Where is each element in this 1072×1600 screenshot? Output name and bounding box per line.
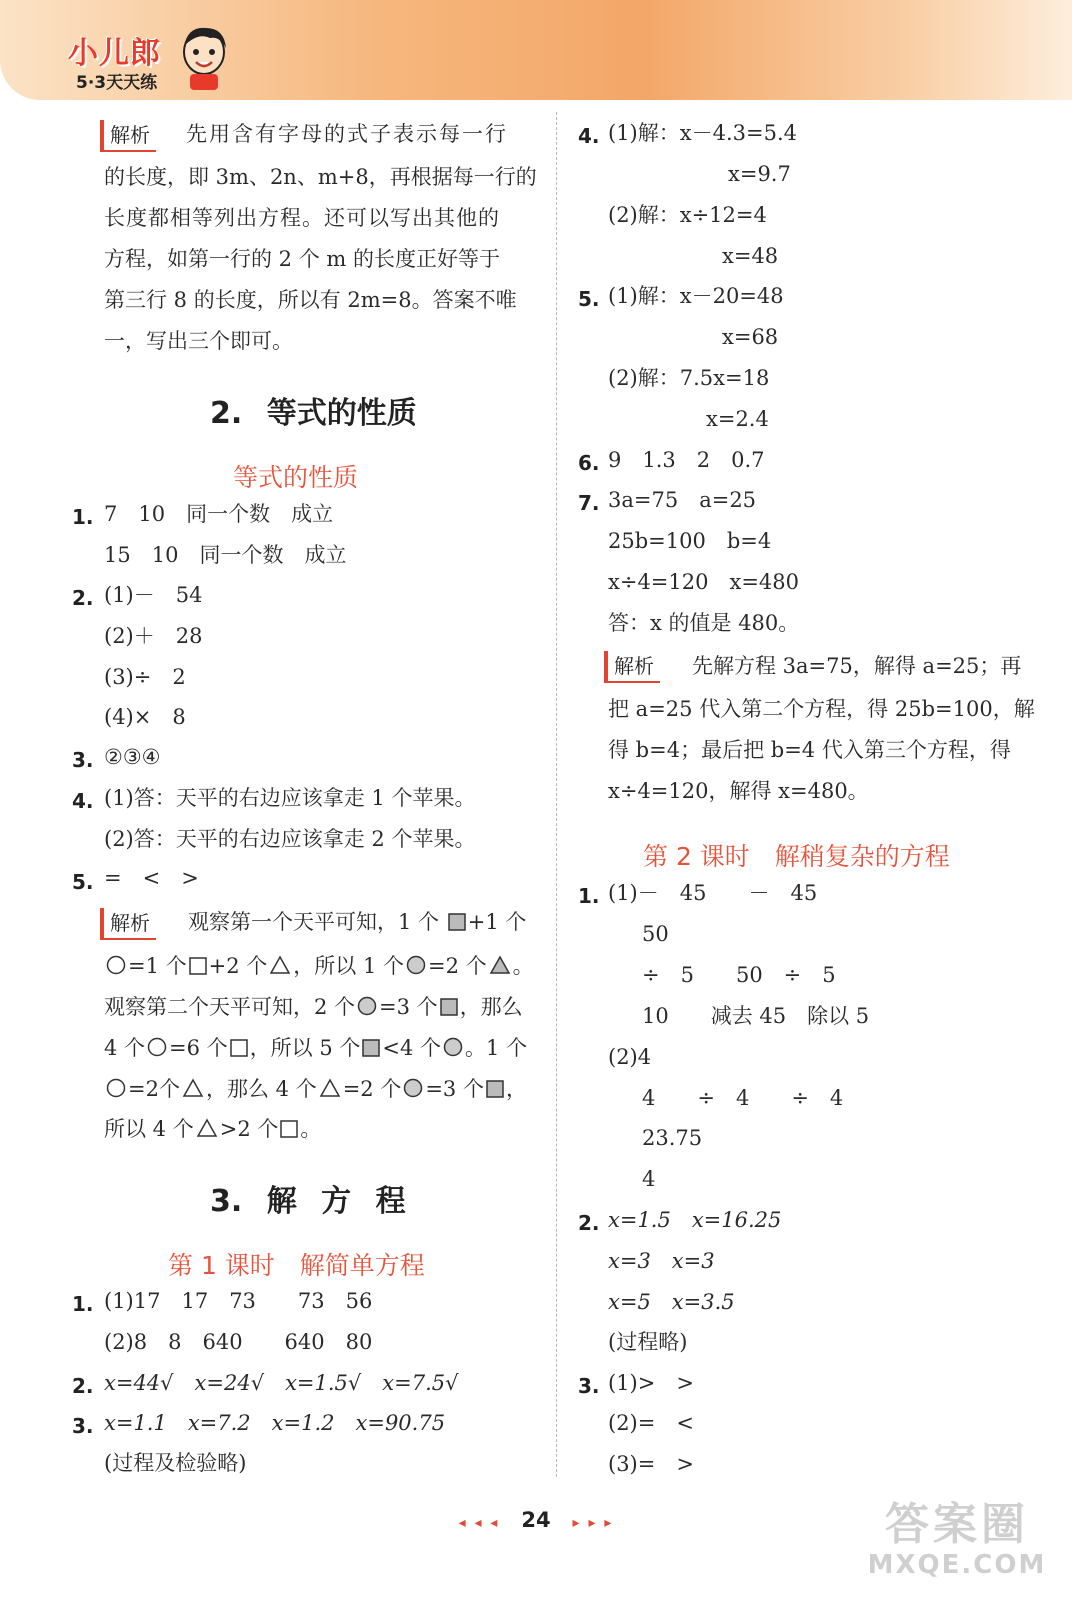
left-arrows-icon: ◂ ◂ ◂ [458,1515,500,1531]
analysis-tag: 解析 [100,120,156,152]
answer-line: (2)解：7.5x=18 [608,366,770,390]
question-number: 7. [578,491,600,515]
answer-line: (2)8 8 640 640 80 [104,1330,373,1354]
publisher-logo [58,22,228,98]
circle-icon [147,1037,167,1057]
section-title: 2. 等式的性质 [210,396,417,431]
answer-line: 23.75 [642,1126,703,1150]
triangle-icon [269,955,291,975]
page-number: 24 [521,1508,551,1532]
answer-line: x=3 x=3 [608,1249,715,1273]
answer-line: (1)解：x－4.3=5.4 [608,121,797,145]
question-number: 6. [578,451,600,475]
analysis-text-line: 第三行 8 的长度，所以有 2m=8。答案不唯 [104,288,517,312]
analysis-text-line: 长度都相等列出方程。还可以写出其他的 [104,206,500,230]
answer-line: (3)÷ 2 [104,665,186,689]
answer-line: (1)> > [608,1371,694,1395]
square-icon [189,957,207,975]
answer-line: (3)= > [608,1452,694,1476]
answer-line: 4 ÷ 4 ÷ 4 [642,1086,844,1110]
shaded-circle-icon [403,1078,423,1098]
question-number: 3. [72,748,94,772]
question-number: 5. [72,870,94,894]
answer-line: (2)解：x÷12=4 [608,203,767,227]
question-number: 1. [72,1292,94,1316]
analysis-text-line: 一，写出三个即可。 [104,329,293,353]
watermark-text: 答案圈 [885,1499,1029,1550]
answer-line: (1)解：x－20=48 [608,284,784,308]
shaded-square-icon [362,1039,380,1057]
triangle-icon [182,1078,204,1098]
answer-line: 9 1.3 2 0.7 [608,448,765,472]
answer-line: (2)= < [608,1411,694,1435]
analysis-shape-line: 观察第一个天平可知，1 个 +1 个 [188,910,527,934]
answer-line: 15 10 同一个数 成立 [104,543,347,567]
answer-line: 25b=100 b=4 [608,529,772,553]
answer-line: 3a=75 a=25 [608,488,757,512]
analysis-text-line: 先解方程 3a=75，解得 a=25；再 [692,654,1022,678]
shaded-square-icon [448,913,466,931]
answer-line: x=5 x=3.5 [608,1290,735,1314]
question-number: 5. [578,287,600,311]
watermark-url: MXQE.COM [867,1550,1047,1580]
answer-line: x=1.1 x=7.2 x=1.2 x=90.75 [104,1411,446,1435]
question-number: 1. [578,884,600,908]
analysis-shape-line: =1 个 +2 个 ，所以 1 个 =2 个 。 [104,955,534,977]
triangle-icon [319,1078,341,1098]
square-icon [280,1120,298,1138]
answer-line: ÷ 5 50 ÷ 5 [642,963,836,987]
answer-line: 7 10 同一个数 成立 [104,502,334,526]
question-number: 3. [72,1414,94,1438]
right-arrows-icon: ▸ ▸ ▸ [572,1515,614,1531]
answer-line: = < > [104,866,199,890]
answer-line: (1)答：天平的右边应该拿走 1 个苹果。 [104,786,476,810]
answer-line: (1)17 17 73 73 56 [104,1289,373,1313]
answer-line: x÷4=120 x=480 [608,570,799,594]
answer-line: (2)4 [608,1045,652,1069]
analysis-tag: 解析 [100,908,156,940]
column-divider [556,112,557,1477]
answer-line: (过程略) [608,1330,688,1354]
shaded-square-icon [486,1080,504,1098]
triangle-icon [196,1118,218,1138]
answer-line: 10 减去 45 除以 5 [642,1004,870,1028]
question-number: 3. [578,1374,600,1398]
question-number: 1. [72,505,94,529]
analysis-shape-line: 所以 4 个 >2 个 。 [104,1117,322,1141]
answer-line: (2)答：天平的右边应该拿走 2 个苹果。 [104,827,476,851]
circle-icon [106,955,126,975]
shaded-circle-icon [406,955,426,975]
analysis-shape-line: 4 个 =6 个 ，所以 5 个 <4 个 。1 个 [104,1036,528,1060]
square-icon [230,1039,248,1057]
analysis-shape-line: 观察第二个天平可知，2 个 =3 个 ，那么 [104,995,523,1019]
shaded-circle-icon [357,996,377,1016]
subsection-title: 等式的性质 [233,463,359,492]
answer-line: ②③④ [104,745,161,769]
question-number: 2. [578,1211,600,1235]
shaded-square-icon [440,998,458,1016]
question-number: 4. [578,124,600,148]
subsection-title: 第 2 课时 解稍复杂的方程 [643,842,950,871]
answer-line: (过程及检验略) [104,1451,247,1475]
answer-line: (1)－ 45 － 45 [608,881,818,905]
answer-line: (4)× 8 [104,705,186,729]
mascot-boy-icon [176,22,232,92]
analysis-tag: 解析 [604,651,660,683]
question-number: 2. [72,1374,94,1398]
question-number: 4. [72,789,94,813]
analysis-text-line: 把 a=25 代入第二个方程，得 25b=100，解 [608,697,1035,721]
subsection-title: 第 1 课时 解简单方程 [168,1251,425,1280]
analysis-text-line: 方程，如第一行的 2 个 m 的长度正好等于 [104,247,500,271]
answer-line: x=68 [722,325,779,349]
logo-main-text: 小儿郎 [68,36,161,71]
analysis-text-line: 得 b=4；最后把 b=4 代入第三个方程，得 [608,738,1011,762]
answer-line: x=2.4 [706,407,769,431]
shaded-triangle-icon [489,955,511,975]
answer-line: (2)＋ 28 [104,624,203,648]
analysis-text-line: x÷4=120，解得 x=480。 [608,779,869,803]
watermark [862,1500,1052,1590]
answer-line: 4 [642,1167,656,1191]
analysis-text-line: 的长度，即 3m、2n、m+8，再根据每一行的 [104,165,537,189]
analysis-shape-line: =2个 ，那么 4 个 =2 个 =3 个 ， [104,1078,527,1100]
answer-line: x=48 [722,244,779,268]
shaded-circle-icon [443,1037,463,1057]
answer-line: 50 [642,922,669,946]
section-title: 3. 解 方 程 [210,1184,406,1219]
analysis-text-line: 先用含有字母的式子表示每一行 [186,122,508,146]
logo-sub-text: 5·3天天练 [76,73,158,93]
answer-line: (1)－ 54 [104,583,203,607]
question-number: 2. [72,586,94,610]
answer-line: 答：x 的值是 480。 [608,611,800,635]
answer-line: x=9.7 [728,162,791,186]
circle-icon [106,1078,126,1098]
answer-line: x=1.5 x=16.25 [608,1208,782,1232]
answer-line: x=44√ x=24√ x=1.5√ x=7.5√ [104,1371,459,1395]
